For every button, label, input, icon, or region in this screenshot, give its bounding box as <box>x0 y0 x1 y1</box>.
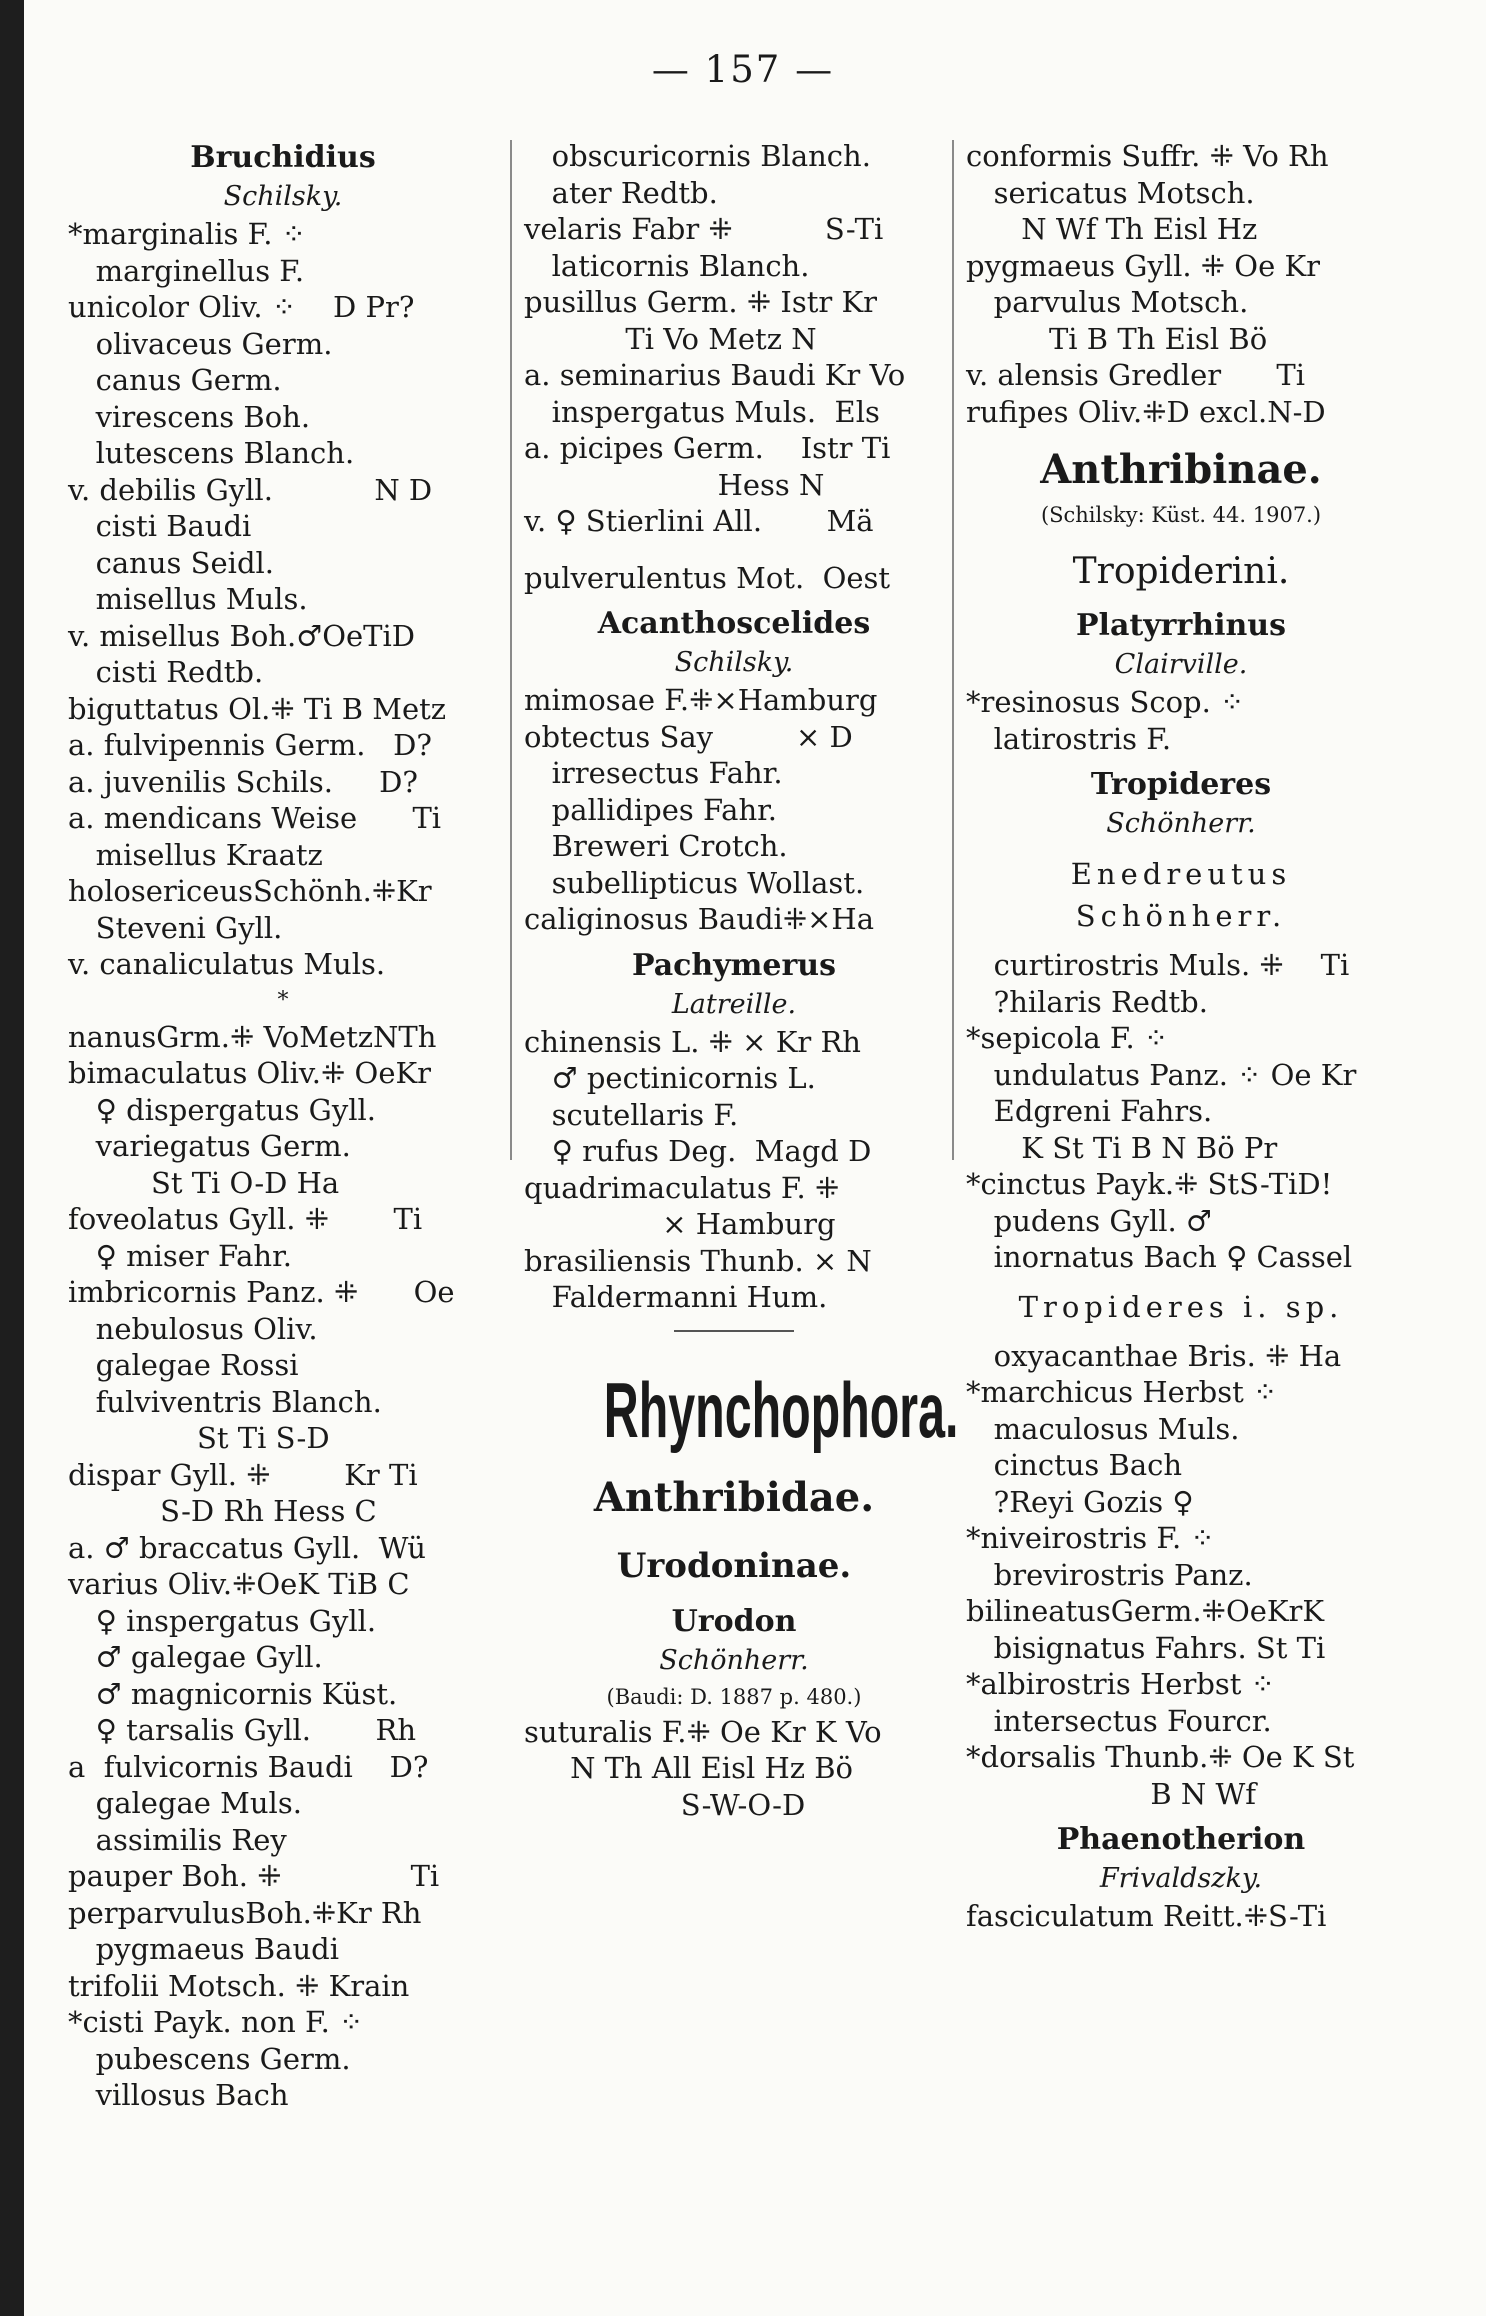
species-entry: *marchicus Herbst ⁘ <box>966 1375 1278 1409</box>
genus-author: Schönherr. <box>1106 808 1256 839</box>
species-entry: ?Reyi Gozis ♀ <box>966 1484 1194 1519</box>
species-entry: chinensis L. ⁜ × Kr Rh <box>524 1024 861 1059</box>
species-entry: v. canaliculatus Muls. <box>68 947 386 981</box>
genus-heading: Urodon <box>671 1603 797 1639</box>
species-entry: brasiliensis Thunb. × N <box>524 1243 872 1278</box>
species-entry: ♀ rufus Deg. Magd D <box>524 1134 872 1168</box>
species-entry: trifolii Motsch. ⁜ Krain <box>68 1968 410 2003</box>
species-entry: subellipticus Wollast. <box>524 865 865 900</box>
species-entry: ♀ dispergatus Gyll. <box>68 1092 376 1127</box>
species-list <box>524 138 944 540</box>
species-entry: curtirostris Muls. ⁜ Ti <box>966 948 1350 982</box>
species-entry: holosericeusSchönh.⁜Kr <box>68 874 432 908</box>
species-entry: *marginalis F. ⁘ <box>68 217 306 251</box>
species-entry: dispar Gyll. ⁜ Kr Ti <box>68 1457 418 1492</box>
species-entry: v. debilis Gyll. N D <box>68 472 433 507</box>
genus-author: Clairville. <box>1114 649 1248 680</box>
species-entry: misellus Muls. <box>68 582 308 616</box>
species-entry: ater Redtb. <box>524 175 718 210</box>
species-entry: S-D Rh Hess C <box>68 1494 377 1528</box>
species-entry: pulverulentus Mot. Oest <box>524 560 891 595</box>
species-list <box>524 1024 944 1316</box>
species-entry: nebulosus Oliv. <box>68 1311 318 1346</box>
species-entry: ♂ pectinicornis L. <box>524 1061 816 1095</box>
separator-star: * <box>277 987 289 1013</box>
species-list <box>68 1019 498 2114</box>
species-entry: caliginosus Baudi⁜×Ha <box>524 902 875 936</box>
species-entry: Ti B Th Eisl Bö <box>966 321 1268 356</box>
species-entry: *albirostris Herbst ⁘ <box>966 1667 1275 1701</box>
literature-reference: (Schilsky: Küst. 44. 1907.) <box>1040 503 1322 527</box>
genus-author: Schilsky. <box>223 181 343 212</box>
species-entry: Breweri Crotch. <box>524 829 788 863</box>
species-entry: virescens Boh. <box>68 399 311 434</box>
species-entry: brevirostris Panz. <box>966 1557 1253 1592</box>
page-number: — 157 — <box>651 48 835 91</box>
species-entry: *sepicola F. ⁘ <box>966 1021 1169 1055</box>
literature-reference: (Baudi: D. 1887 p. 480.) <box>606 1684 862 1709</box>
species-entry: a. ♂ braccatus Gyll. Wü <box>68 1530 426 1565</box>
species-entry: pauper Boh. ⁜ Ti <box>68 1859 440 1893</box>
species-entry: suturalis F.⁜ Oe Kr K Vo <box>524 1714 882 1749</box>
species-entry: a fulvicornis Baudi D? <box>68 1749 429 1784</box>
genus-heading: Platyrrhinus <box>1075 608 1286 643</box>
species-entry: intersectus Fourcr. <box>966 1703 1272 1738</box>
species-entry: villosus Bach <box>68 2078 289 2112</box>
species-list <box>966 1898 1396 1935</box>
species-entry: varius Oliv.⁜OeK TiB C <box>68 1567 410 1601</box>
species-entry: ♀ miser Fahr. <box>68 1238 292 1273</box>
species-entry: bilineatusGerm.⁜OeKrK <box>966 1594 1325 1628</box>
species-entry: unicolor Oliv. ⁘ D Pr? <box>68 290 415 324</box>
species-entry: assimilis Rey <box>68 1822 287 1857</box>
species-entry: a. mendicans Weise Ti <box>68 801 442 835</box>
subgenus-heading: Enedreutus Schönherr. <box>1070 857 1292 933</box>
species-entry: N Th All Eisl Hz Bö <box>524 1751 854 1785</box>
species-list <box>966 1338 1396 1813</box>
species-list <box>966 947 1396 1276</box>
species-entry: galegae Rossi <box>68 1348 299 1382</box>
species-entry: sericatus Motsch. <box>966 175 1255 210</box>
genus-author: Schönherr. <box>659 1644 809 1676</box>
species-entry: Hess N <box>524 467 825 502</box>
tribe-heading: Tropiderini. <box>1072 551 1290 592</box>
family-heading: Anthribidae. <box>593 1473 875 1521</box>
species-entry: ♀ inspergatus Gyll. <box>68 1603 377 1638</box>
species-entry: parvulus Motsch. <box>966 285 1249 319</box>
species-entry: mimosae F.⁜×Hamburg <box>524 683 878 717</box>
species-entry: rufipes Oliv.⁜D excl.N-D <box>966 394 1326 429</box>
genus-author: Schilsky. <box>674 647 794 678</box>
genus-author: Latreille. <box>671 988 797 1020</box>
species-entry: fasciculatum Reitt.⁜S-Ti <box>966 1899 1327 1933</box>
species-entry: N Wf Th Eisl Hz <box>966 212 1258 246</box>
genus-heading: Acanthoscelides <box>597 606 871 641</box>
species-entry: pallidipes Fahr. <box>524 792 778 827</box>
species-entry: fulviventris Blanch. <box>68 1384 382 1419</box>
species-entry: canus Germ. <box>68 363 282 397</box>
species-entry: irresectus Fahr. <box>524 756 783 790</box>
species-entry: *niveirostris F. ⁘ <box>966 1521 1215 1555</box>
species-entry: a. seminarius Baudi Kr Vo <box>524 358 906 392</box>
column-right <box>966 138 1396 1935</box>
species-entry: bimaculatus Oliv.⁜ OeKr <box>68 1056 432 1090</box>
species-entry: quadrimaculatus F. ⁜ <box>524 1170 840 1205</box>
species-entry: obtectus Say × D <box>524 719 853 754</box>
genus-heading: Pachymerus <box>631 947 837 983</box>
species-entry: velaris Fabr ⁜ S-Ti <box>524 212 884 246</box>
column-divider <box>952 140 954 1160</box>
species-entry: ♂ magnicornis Küst. <box>68 1676 398 1711</box>
species-entry: v. misellus Boh.♂OeTiD <box>68 618 415 653</box>
species-entry: pygmaeus Baudi <box>68 1932 340 1966</box>
species-entry: cisti Redtb. <box>68 655 264 689</box>
species-entry: × Hamburg <box>524 1207 836 1241</box>
species-list <box>966 138 1396 430</box>
species-entry: imbricornis Panz. ⁜ Oe <box>68 1275 455 1309</box>
species-entry: Faldermanni Hum. <box>524 1280 828 1314</box>
species-entry: *dorsalis Thunb.⁜ Oe K St <box>966 1740 1355 1774</box>
species-entry: K St Ti B N Bö Pr <box>966 1130 1278 1165</box>
species-entry: B N Wf <box>966 1776 1257 1811</box>
species-entry: misellus Kraatz <box>68 837 323 872</box>
species-list <box>966 684 1396 757</box>
species-entry: a. fulvipennis Germ. D? <box>68 728 432 762</box>
species-list <box>524 1714 944 1824</box>
species-entry: foveolatus Gyll. ⁜ Ti <box>68 1202 423 1236</box>
species-entry: ♀ tarsalis Gyll. Rh <box>68 1713 417 1747</box>
species-list <box>68 216 498 983</box>
species-entry: oxyacanthae Bris. ⁜ Ha <box>966 1338 1342 1373</box>
species-entry: Edgreni Fahrs. <box>966 1094 1213 1128</box>
species-entry: *cisti Payk. non F. ⁘ <box>68 2005 364 2039</box>
species-entry: pudens Gyll. ♂ <box>966 1203 1212 1238</box>
species-entry: laticornis Blanch. <box>524 248 810 283</box>
species-entry: latirostris F. <box>966 721 1172 756</box>
column-left <box>68 138 498 2114</box>
species-entry: galegae Muls. <box>68 1786 302 1820</box>
species-entry: ♂ galegae Gyll. <box>68 1640 323 1674</box>
species-entry: marginellus F. <box>68 253 305 288</box>
subgenus-heading: Tropideres i. sp. <box>1018 1289 1344 1324</box>
species-entry: variegatus Germ. <box>68 1129 351 1163</box>
column-middle <box>524 138 959 1823</box>
species-entry: *resinosus Scop. ⁘ <box>966 685 1245 719</box>
species-entry: a. picipes Germ. Istr Ti <box>524 431 891 465</box>
species-entry: St Ti S-D <box>68 1421 330 1455</box>
species-entry: pygmaeus Gyll. ⁜ Oe Kr <box>966 248 1320 283</box>
species-entry: a. juvenilis Schils. D? <box>68 764 418 799</box>
species-entry: olivaceus Germ. <box>68 326 333 361</box>
subfamily-heading: Urodoninae. <box>616 1545 852 1586</box>
species-entry: perparvulusBoh.⁜Kr Rh <box>68 1895 422 1930</box>
species-entry: cinctus Bach <box>966 1448 1183 1482</box>
species-list <box>524 682 944 938</box>
species-entry: v. alensis Gredler Ti <box>966 358 1306 392</box>
genus-author: Frivaldszky. <box>1099 1863 1263 1894</box>
order-heading: Rhynchophora. <box>603 1365 959 1454</box>
species-entry: S-W-O-D <box>524 1787 806 1822</box>
species-entry: lutescens Blanch. <box>68 436 355 470</box>
species-entry: scutellaris F. <box>524 1097 739 1132</box>
species-entry: conformis Suffr. ⁜ Vo Rh <box>966 139 1329 173</box>
species-entry: pusillus Germ. ⁜ Istr Kr <box>524 285 877 319</box>
species-entry: canus Seidl. <box>68 545 275 580</box>
species-entry: Ti Vo Metz N <box>524 321 817 356</box>
genus-heading: Phaenotherion <box>1056 1822 1306 1857</box>
species-entry: ?hilaris Redtb. <box>966 984 1208 1019</box>
genus-heading: Bruchidius <box>190 140 376 175</box>
species-entry: bisignatus Fahrs. St Ti <box>966 1630 1326 1665</box>
species-entry: *cinctus Payk.⁜ StS-TiD! <box>966 1167 1333 1201</box>
species-entry: undulatus Panz. ⁘ Oe Kr <box>966 1057 1357 1092</box>
column-divider <box>510 140 512 1160</box>
species-entry: Steveni Gyll. <box>68 910 283 945</box>
species-entry: v. ♀ Stierlini All. Mä <box>524 504 874 538</box>
species-entry: biguttatus Ol.⁜ Ti B Metz <box>68 691 447 726</box>
species-entry: obscuricornis Blanch. <box>524 139 871 173</box>
species-entry: maculosus Muls. <box>966 1411 1240 1446</box>
species-entry: inspergatus Muls. Els <box>524 394 880 429</box>
section-rule <box>674 1330 794 1332</box>
species-entry: St Ti O-D Ha <box>68 1165 340 1200</box>
genus-heading: Tropideres <box>1090 767 1272 802</box>
species-entry: cisti Baudi <box>68 509 252 543</box>
book-binding-edge <box>0 0 24 2316</box>
species-entry: inornatus Bach ♀ Cassel <box>966 1240 1353 1274</box>
species-entry: pubescens Germ. <box>68 2041 351 2076</box>
subfamily-heading: Anthribinae. <box>1040 446 1322 493</box>
species-entry: nanusGrm.⁜ VoMetzNTh <box>68 1019 437 1054</box>
